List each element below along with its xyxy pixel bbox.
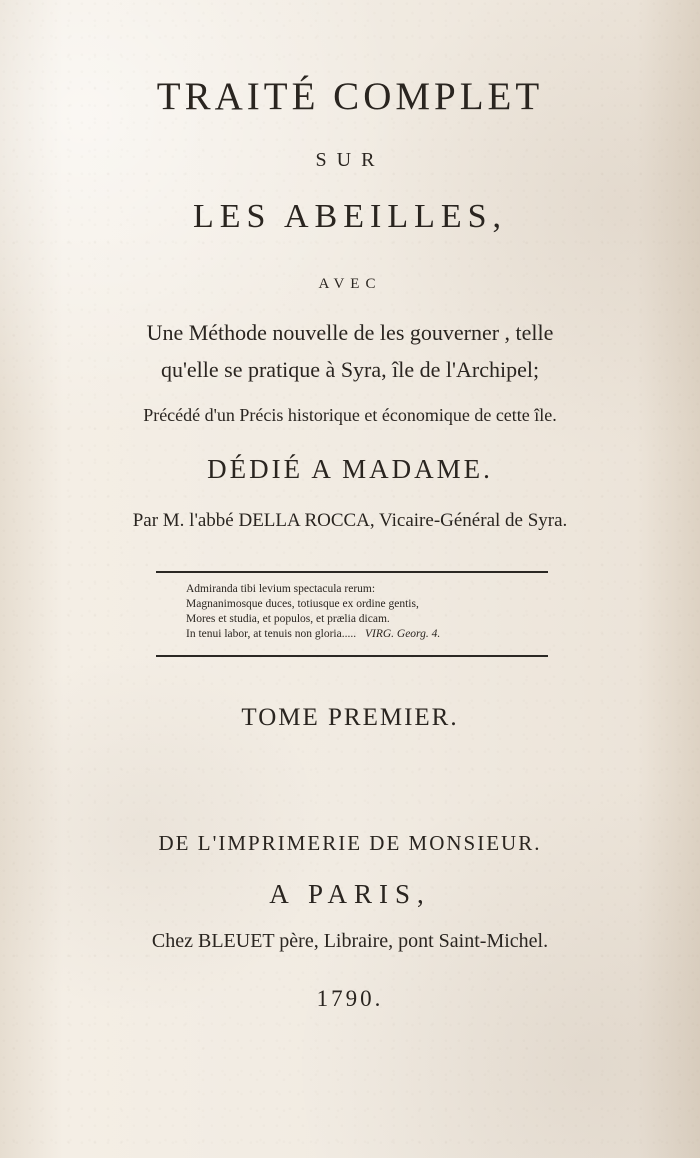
dedication: DÉDIÉ A MADAME.	[207, 454, 493, 484]
subtitle-line-2: qu'elle se pratique à Syra, île de l'Archipel;	[160, 357, 540, 382]
subtitle-line-1: Une Méthode nouvelle de les gouverner , telle	[146, 320, 554, 345]
epigraph-line-1: Admiranda tibi levium spectacula rerum:	[186, 583, 376, 595]
publisher-line: Chez BLEUET père, Libraire, pont Saint-Michel.	[151, 930, 549, 952]
printer-line: DE L'IMPRIMERIE DE MONSIEUR.	[158, 831, 542, 855]
subtitle-connector: AVEC	[318, 276, 382, 292]
epigraph-line-3: Mores et studia, et populos, et prælia dicam.	[186, 613, 390, 625]
epigraph-rule-top	[156, 571, 548, 573]
epigraph	[186, 582, 536, 642]
subtitle-line-3: Précédé d'un Précis historique et économique de cette île.	[143, 405, 557, 425]
epigraph-line-2: Magnanimosque duces, totiusque ex ordine gentis,	[186, 598, 419, 610]
epigraph-citation: VIRG. Georg. 4.	[364, 628, 441, 640]
title-line-3: LES ABEILLES,	[192, 198, 508, 235]
title-line-1: TRAITÉ COMPLET	[156, 75, 544, 118]
epigraph-line-4-text: In tenui labor, at tenuis non gloria.....	[186, 628, 357, 640]
title-line-2: SUR	[315, 149, 385, 171]
volume-label: TOME PREMIER.	[241, 704, 459, 731]
author-line: Par M. l'abbé DELLA ROCCA, Vicaire-Général de Syra.	[132, 510, 568, 531]
epigraph-rule-bottom	[156, 655, 548, 657]
publication-year: 1790.	[316, 986, 384, 1011]
epigraph-line-4	[186, 627, 536, 642]
city-line: A PARIS,	[269, 879, 431, 909]
